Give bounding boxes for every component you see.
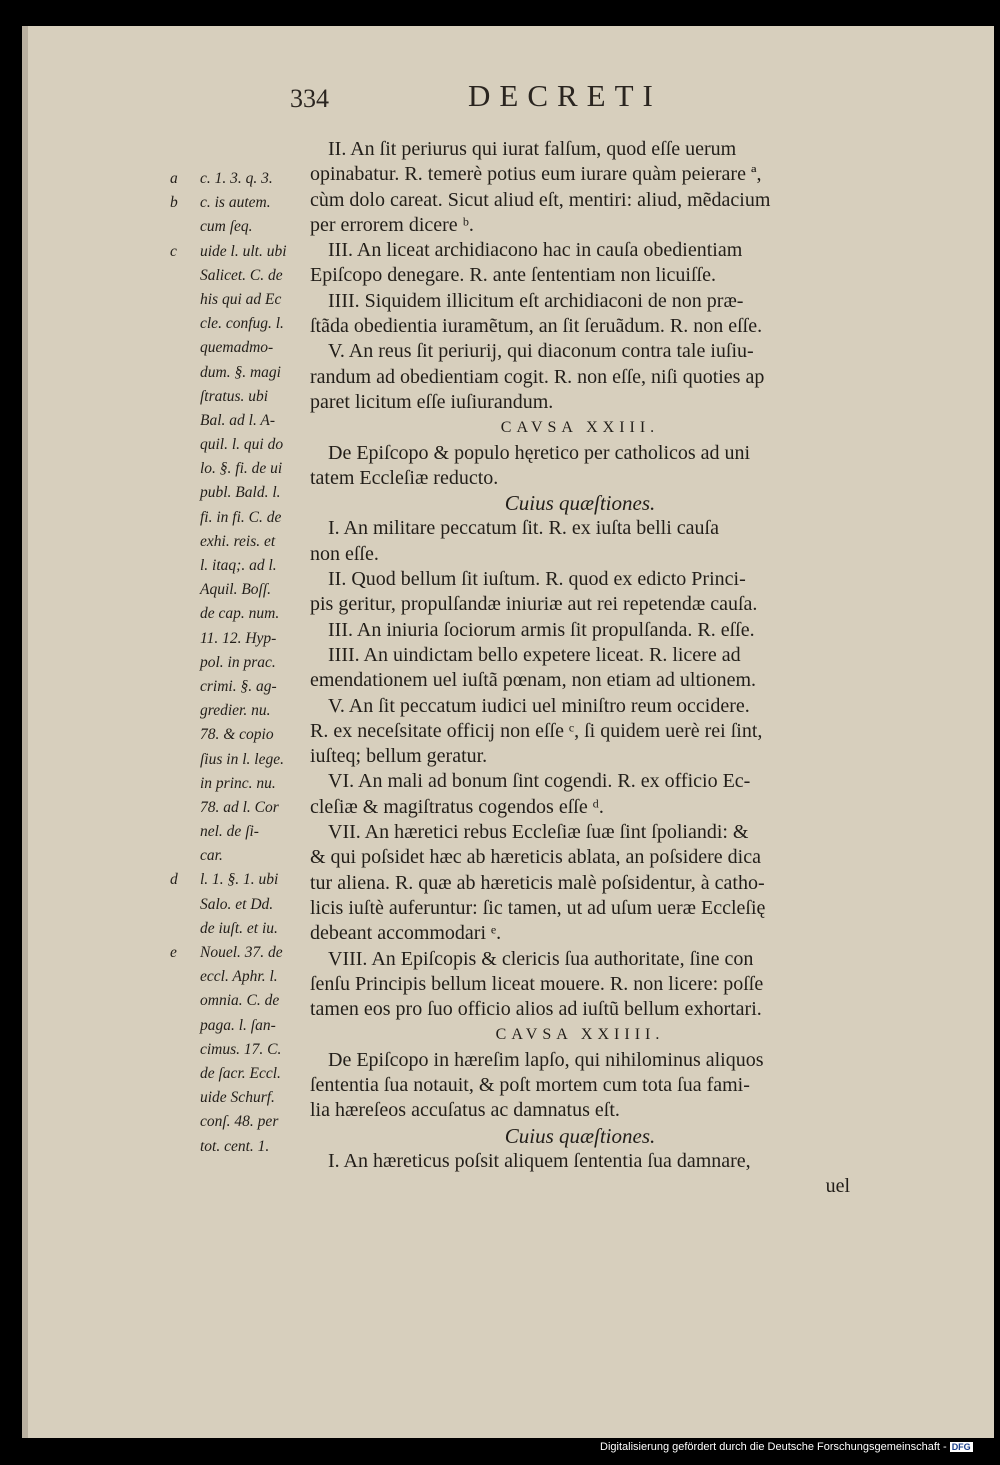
text-line: tamen eos pro ſuo officio alios ad iuſtũ bellum exhortari. bbox=[310, 998, 762, 1021]
text-line: licis iuſtè auferuntur: ſic tamen, ut ad uſum ueræ Eccleſię bbox=[310, 896, 766, 919]
note-text: 11. 12. Hyp- bbox=[200, 629, 277, 647]
margin-note bbox=[170, 312, 310, 336]
margin-note bbox=[170, 796, 310, 820]
text-line: III. An liceat archidiacono hac in cauſa obedientiam bbox=[328, 239, 743, 262]
note-text: quemadmo- bbox=[200, 339, 274, 357]
margin-note bbox=[170, 385, 310, 409]
text-line: IIII. Siquidem illicitum eſt archidiaconi de non præ- bbox=[328, 289, 744, 312]
note-letter: a bbox=[170, 170, 178, 187]
text-line: cùm dolo careat. Sicut aliud eſt, mentiri: aliud, mẽdacium bbox=[310, 188, 771, 211]
text-line: ſententia ſua notauit, & poſt mortem cum tota ſua fami- bbox=[310, 1073, 750, 1096]
note-letter: c bbox=[170, 242, 177, 260]
text-line: uel bbox=[825, 1175, 850, 1198]
text-line: emendationem uel iuſtã pœnam, non etiam ad ultionem. bbox=[310, 669, 756, 692]
margin-note bbox=[170, 748, 310, 772]
note-text: c. 1. 3. q. 3. bbox=[200, 170, 273, 187]
text-line: non eſſe. bbox=[310, 542, 379, 565]
note-text: de iuſt. et iu. bbox=[200, 919, 278, 937]
text-line: randum ad obedientiam cogit. R. non eſſe, niſi quoties ap bbox=[310, 365, 765, 388]
margin-note bbox=[170, 433, 310, 457]
text-line: cleſiæ & magiſtratus cogendos eſſe ᵈ. bbox=[310, 795, 604, 818]
text-line: ſenſu Principis bellum liceat mouere. R. non licere: poſſe bbox=[310, 972, 764, 995]
margin-note bbox=[170, 457, 310, 481]
margin-note bbox=[170, 602, 310, 626]
margin-note bbox=[170, 264, 310, 288]
note-letter: d bbox=[170, 871, 178, 889]
note-text: cimus. 17. C. bbox=[200, 1040, 282, 1058]
note-letter: e bbox=[170, 944, 177, 961]
note-text: Aquil. Boſſ. bbox=[200, 581, 272, 599]
margin-note bbox=[170, 240, 310, 264]
note-text: paga. l. ſan- bbox=[200, 1016, 276, 1034]
margin-note bbox=[170, 409, 310, 433]
margin-note bbox=[170, 772, 310, 796]
text-line: pis geritur, propulſandæ iniuriæ aut rei repetendæ cauſa. bbox=[310, 593, 758, 616]
note-text: lo. §. fi. de ui bbox=[200, 460, 283, 478]
note-text: 78. & copio bbox=[200, 726, 274, 744]
note-text: uide Schurf. bbox=[200, 1089, 275, 1107]
text-line: I. An militare peccatum ſit. R. ex iuſta belli cauſa bbox=[328, 517, 719, 540]
text-line: tatem Eccleſiæ reducto. bbox=[310, 466, 499, 489]
note-text: Nouel. 37. de bbox=[200, 944, 283, 961]
note-text: cle. confug. l. bbox=[200, 315, 284, 333]
text-line: VII. An hæretici rebus Eccleſiæ ſuæ ſint ſpoliandi: & bbox=[328, 821, 749, 844]
margin-notes-column bbox=[170, 167, 310, 1159]
text-line: De Epiſcopo in hæreſim lapſo, qui nihilominus aliquos bbox=[328, 1048, 764, 1071]
margin-note bbox=[170, 530, 310, 554]
note-text: Bal. ad l. A- bbox=[200, 411, 276, 429]
note-text: cum ſeq. bbox=[200, 218, 253, 236]
margin-note bbox=[170, 868, 310, 892]
margin-note bbox=[170, 723, 310, 747]
text-line: iuſteq; bellum geratur. bbox=[310, 745, 488, 768]
margin-note bbox=[170, 651, 310, 675]
page-number: 334 bbox=[290, 84, 329, 113]
text-line: V. An reus ſit periurij, qui diaconum contra tale iuſiu- bbox=[328, 340, 754, 363]
running-title: DECRETI bbox=[468, 78, 662, 113]
text-line: VI. An mali ad bonum ſint cogendi. R. ex officio Ec- bbox=[328, 770, 751, 793]
note-text: crimi. §. ag- bbox=[200, 677, 277, 695]
note-text: his qui ad Ec bbox=[200, 290, 282, 308]
text-line: Cuius quæſtiones. bbox=[504, 491, 656, 516]
text-line: CAVSA XXIIII. bbox=[495, 1026, 665, 1044]
note-text: in princ. nu. bbox=[200, 774, 276, 792]
text-line: II. Quod bellum ſit iuſtum. R. quod ex edicto Princi- bbox=[328, 568, 746, 591]
note-text: quil. l. qui do bbox=[200, 436, 284, 454]
note-text: l. itaq;. ad l. bbox=[200, 557, 277, 574]
note-text: exhi. reis. et bbox=[200, 532, 276, 550]
margin-note bbox=[170, 844, 310, 868]
text-line: & qui poſsidet hæc ab hæreticis ablata, an poſsidere dica bbox=[310, 846, 761, 869]
text-line: per errorem dicere ᵇ. bbox=[310, 213, 474, 236]
text-line: IIII. An uindictam bello expetere liceat. R. licere ad bbox=[328, 643, 741, 666]
note-text: Salo. et Dd. bbox=[200, 895, 274, 913]
margin-note bbox=[170, 578, 310, 602]
note-text: pol. in prac. bbox=[200, 653, 276, 671]
text-line: V. An ſit peccatum iudici uel miniſtro reum occidere. bbox=[328, 694, 750, 717]
margin-note bbox=[170, 1038, 310, 1062]
text-line: opinabatur. R. temerè potius eum iurare quàm peierare ª, bbox=[310, 163, 762, 186]
margin-note bbox=[170, 554, 310, 578]
margin-note bbox=[170, 481, 310, 505]
note-text: 78. ad l. Cor bbox=[200, 798, 279, 816]
text-line: debeant accommodari ᵉ. bbox=[310, 922, 502, 945]
note-text: dum. §. magi bbox=[200, 363, 281, 381]
note-text: omnia. C. de bbox=[200, 992, 280, 1010]
note-text: gredier. nu. bbox=[200, 702, 271, 720]
note-text: tot. cent. 1. bbox=[200, 1137, 270, 1155]
margin-note bbox=[170, 167, 310, 191]
note-text: car. bbox=[200, 847, 223, 865]
text-line: III. An iniuria ſociorum armis ſit propulſanda. R. eſſe. bbox=[328, 618, 755, 641]
note-text: conſ. 48. per bbox=[200, 1113, 279, 1131]
note-text: fi. in fi. C. de bbox=[200, 508, 282, 526]
text-line: paret licitum eſſe iuſiurandum. bbox=[310, 390, 554, 413]
margin-note bbox=[170, 191, 310, 215]
text-line: R. ex neceſsitate officij non eſſe ᶜ, ſi quidem uerè rei ſint, bbox=[310, 719, 763, 742]
note-text: uide l. ult. ubi bbox=[200, 242, 287, 260]
text-line: I. An hæreticus poſsit aliquem ſententia ſua damnare, bbox=[328, 1149, 751, 1172]
note-text: ſius in l. lege. bbox=[200, 750, 284, 768]
note-text: Salicet. C. de bbox=[200, 266, 283, 284]
margin-note bbox=[170, 627, 310, 651]
margin-note bbox=[170, 989, 310, 1013]
note-text: c. is autem. bbox=[200, 194, 271, 212]
margin-note bbox=[170, 1062, 310, 1086]
text-line: lia hæreſeos accuſatus ac damnatus eſt. bbox=[310, 1099, 620, 1122]
text-line: II. An ſit periurus qui iurat falſum, quod eſſe uerum bbox=[328, 138, 737, 160]
note-text: publ. Bald. l. bbox=[200, 484, 281, 502]
text-line: Epiſcopo denegare. R. ante ſententiam non licuiſſe. bbox=[310, 264, 716, 287]
margin-note bbox=[170, 917, 310, 941]
text-line: Cuius quæſtiones. bbox=[504, 1123, 656, 1148]
text-line: tur aliena. R. quæ ab hæreticis malè poſsidentur, à catho- bbox=[310, 871, 765, 894]
margin-note bbox=[170, 215, 310, 239]
margin-note bbox=[170, 361, 310, 385]
note-text: eccl. Aphr. l. bbox=[200, 968, 278, 986]
note-text: ſtratus. ubi bbox=[200, 387, 269, 405]
margin-note bbox=[170, 288, 310, 312]
note-text: de ſacr. Eccl. bbox=[200, 1064, 281, 1082]
margin-note bbox=[170, 965, 310, 989]
margin-note bbox=[170, 1014, 310, 1038]
margin-note bbox=[170, 820, 310, 844]
text-line: CAVSA XXIII. bbox=[500, 419, 660, 437]
main-text-column bbox=[310, 137, 850, 1199]
text-line: De Epiſcopo & populo hęretico per catholicos ad uni bbox=[328, 441, 751, 464]
margin-note bbox=[170, 699, 310, 723]
note-text: de cap. num. bbox=[200, 605, 280, 623]
note-text: nel. de ſi- bbox=[200, 823, 259, 841]
margin-note bbox=[170, 893, 310, 917]
margin-note bbox=[170, 941, 310, 965]
note-text: l. 1. §. 1. ubi bbox=[200, 871, 279, 889]
footer-text: Digitalisierung gefördert durch die Deutsche Forschungsgemeinschaft - bbox=[600, 1441, 947, 1453]
margin-note bbox=[170, 1110, 310, 1134]
margin-note bbox=[170, 675, 310, 699]
margin-note bbox=[170, 506, 310, 530]
margin-note bbox=[170, 1135, 310, 1159]
text-line: VIII. An Epiſcopis & clericis ſua authoritate, ſine con bbox=[328, 947, 754, 970]
footer-credit bbox=[600, 1441, 973, 1453]
note-letter: b bbox=[170, 194, 178, 212]
margin-note bbox=[170, 336, 310, 360]
margin-note bbox=[170, 1086, 310, 1110]
text-line: ſtãda obedientia iuramẽtum, an ſit ſeruãdum. R. non eſſe. bbox=[310, 315, 763, 338]
dfg-logo: DFG bbox=[951, 1442, 971, 1452]
